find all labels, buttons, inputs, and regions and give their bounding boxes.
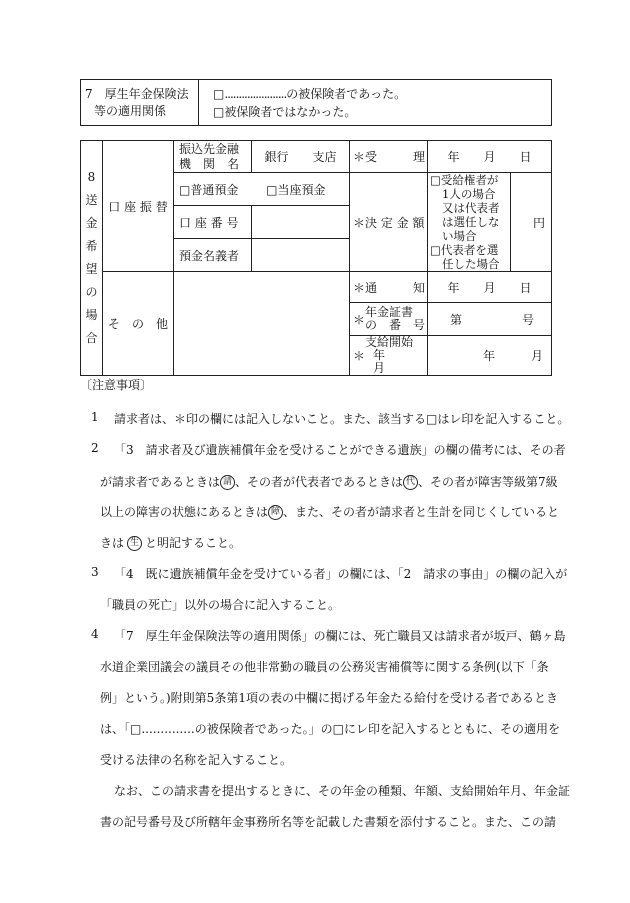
decision-amount-field[interactable] bbox=[511, 173, 552, 272]
decision-conditions bbox=[428, 173, 511, 272]
received-label: ＊受 理 bbox=[350, 141, 428, 173]
other-label: そ の 他 bbox=[103, 272, 174, 376]
pension-cert-number-field[interactable]: 第 号 bbox=[428, 303, 552, 336]
condition-line: は選任しな bbox=[442, 215, 500, 229]
section-label-char: 送 bbox=[85, 193, 98, 207]
note-text: 、その者が代表者であるときは bbox=[235, 475, 404, 489]
pension-applicability-table bbox=[80, 79, 552, 126]
condition-line: 又は代表者 bbox=[442, 201, 500, 215]
note-number: 1 bbox=[91, 410, 99, 424]
note-number: 3 bbox=[91, 565, 99, 579]
account-holder-label: 預金名義者 bbox=[174, 239, 252, 272]
yen-unit: 円 bbox=[532, 215, 545, 230]
account-number-label: 口 座 番 号 bbox=[174, 206, 252, 239]
insurance-name-dots: ...................... bbox=[224, 86, 287, 101]
section-label-char: の bbox=[85, 285, 98, 299]
note-line: 例」という。)附則第5条第1項の表の中欄に掲げる年金たる給付を受ける者であるとき bbox=[100, 691, 558, 705]
pension-label-line2: 等の適用関係 bbox=[94, 103, 167, 118]
condition-line: 1人の場合 bbox=[442, 187, 496, 201]
condition-line: 任した場合 bbox=[442, 257, 500, 271]
payment-start-label-line2: 年 月 bbox=[373, 348, 422, 375]
note-text: 、その者が障害等級第7級 bbox=[418, 475, 558, 489]
note-line: 受ける法律の名称を記入すること。 bbox=[100, 753, 293, 767]
section-label-char: 望 bbox=[85, 262, 98, 276]
note-line bbox=[100, 473, 558, 490]
remittance-table bbox=[80, 140, 552, 376]
notice-label: ＊通 知 bbox=[350, 272, 428, 303]
section-8-label bbox=[81, 141, 103, 376]
section-label-char: 希 bbox=[85, 239, 98, 253]
pension-label-cell bbox=[81, 80, 199, 126]
note-line: 書の記号番号及び所轄年金事務所名等を記載した書類を添付すること。また、この請 bbox=[100, 815, 557, 829]
pension-option-insured[interactable] bbox=[213, 85, 551, 103]
pension-label-line1: 7 厚生年金保険法 bbox=[85, 86, 189, 101]
received-date-field[interactable]: 年 月 日 bbox=[428, 141, 552, 173]
pension-options-cell bbox=[199, 80, 552, 126]
condition-line[interactable]: □代表者を選 bbox=[430, 243, 499, 257]
section-label-char: 金 bbox=[85, 216, 98, 230]
circled-sho-mark: 障 bbox=[268, 505, 283, 520]
bank-name-label bbox=[174, 141, 252, 173]
note-text: 、また、その者が請求者と生計を同じくしていると bbox=[283, 505, 560, 519]
circled-sei-mark: 請 bbox=[220, 475, 235, 490]
asterisk: ＊ bbox=[353, 312, 366, 327]
note-line: は、「□..............の被保険者であった。」の□にレ印を記入するとともに、その適用を bbox=[100, 722, 560, 736]
current-deposit-checkbox[interactable]: □当座預金 bbox=[266, 182, 326, 197]
section-label-char: 8 bbox=[87, 170, 96, 184]
note-line: なお、この請求書を提出するときに、その年金の種類、年額、支給開始年月、年金証 bbox=[114, 784, 571, 798]
note-text: 以上の障害の状態にあるときは bbox=[100, 505, 269, 519]
pension-cert-label-line1: 年金証書 bbox=[365, 305, 414, 319]
pension-cert-label-line2: の 番 号 bbox=[365, 318, 426, 332]
note-line: 「3 請求者及び遺族補償年金を受けることができる遺族」の欄の備考には、その者 bbox=[114, 443, 566, 457]
account-transfer-label: 口 座 振 替 bbox=[103, 141, 174, 272]
note-text: きは bbox=[100, 536, 125, 550]
section-label-char: 場 bbox=[85, 308, 98, 322]
bank-name-label-line1: 振込先金融 bbox=[179, 141, 240, 156]
bank-name-label-line2: 機 関 名 bbox=[179, 156, 240, 171]
note-text: と明記すること。 bbox=[145, 536, 242, 550]
note-line: 水道企業団議会の議員その他非常勤の職員の公務災害補償等に関する条例(以下「条 bbox=[100, 660, 549, 674]
payment-start-label-line1: 支給開始 bbox=[365, 335, 414, 349]
circled-sei2-mark: 生 bbox=[127, 536, 142, 551]
section-label-char: 合 bbox=[85, 331, 98, 345]
payment-start-label bbox=[350, 336, 428, 376]
circled-dai-mark: 代 bbox=[403, 475, 418, 490]
bank-branch-field[interactable]: 銀行 支店 bbox=[252, 141, 350, 173]
condition-line: い場合 bbox=[442, 229, 477, 243]
other-field[interactable] bbox=[174, 272, 350, 376]
account-holder-field[interactable] bbox=[252, 239, 350, 272]
account-number-field[interactable] bbox=[252, 206, 350, 239]
notes-heading: 〔注意事項〕 bbox=[80, 378, 153, 392]
note-line: 「7 厚生年金保険法等の適用関係」の欄には、死亡職員又は請求者が坂戸、鶴ヶ島 bbox=[114, 629, 566, 643]
note-number: 4 bbox=[91, 627, 99, 641]
payment-start-field[interactable]: 年 月 bbox=[428, 336, 552, 376]
checkbox[interactable]: □ bbox=[213, 86, 225, 101]
asterisk: ＊ bbox=[353, 349, 366, 363]
notice-date-field[interactable]: 年 月 日 bbox=[428, 272, 552, 303]
condition-line[interactable]: □受給権者が bbox=[430, 173, 499, 187]
note-line bbox=[100, 534, 241, 551]
decision-amount-label: ＊決 定 金 額 bbox=[350, 173, 428, 272]
note-line bbox=[100, 503, 559, 520]
note-number: 2 bbox=[91, 441, 99, 455]
note-line: 「4 既に遺族補償年金を受けている者」の欄には、「2 請求の事由」の欄の記入が bbox=[114, 567, 568, 581]
pension-cert-label bbox=[350, 303, 428, 336]
note-line: 「職員の死亡」以外の場合に記入すること。 bbox=[100, 598, 341, 612]
note-line: 請求者は、＊印の欄には記入しないこと。また、該当する□はレ印を記入すること。 bbox=[114, 412, 570, 426]
ordinary-deposit-checkbox[interactable]: □普通預金 bbox=[179, 182, 239, 197]
note-text: が請求者であるときは bbox=[100, 475, 221, 489]
insured-text: の被保険者であった。 bbox=[286, 86, 407, 101]
pension-option-not-insured[interactable]: □被保険者ではなかった。 bbox=[213, 104, 357, 119]
deposit-type-cell bbox=[174, 173, 350, 206]
